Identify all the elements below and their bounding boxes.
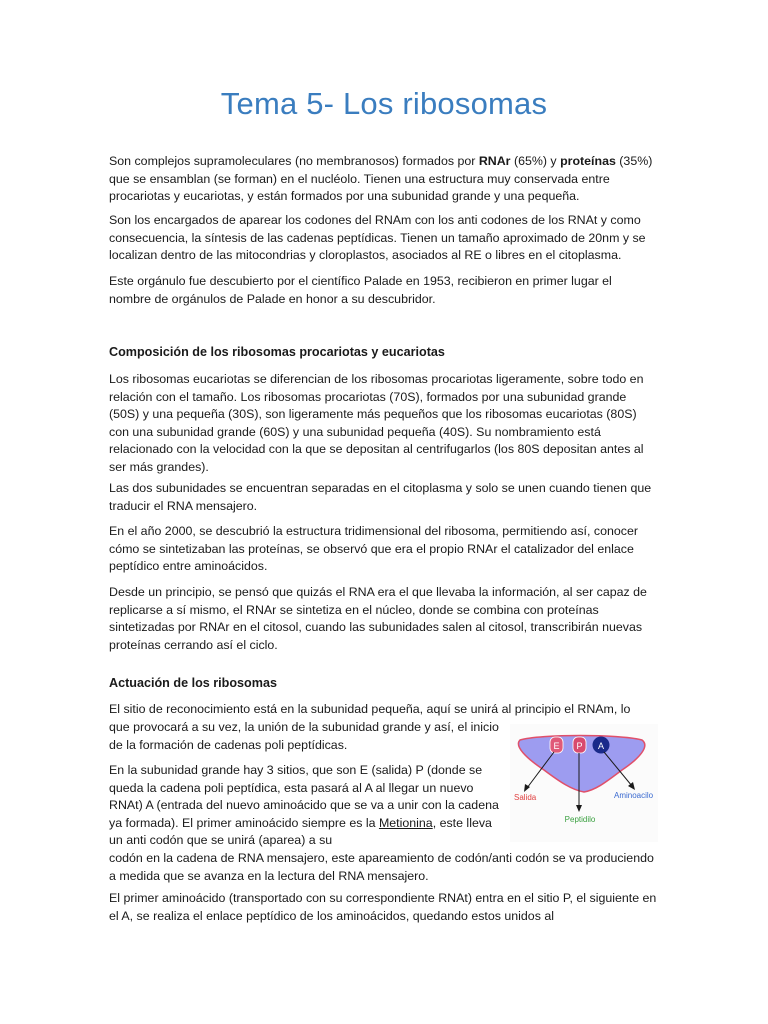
composicion-paragraph-3: En el año 2000, se descubrió la estructura tridimensional del ribosoma, permitiendo así, conocer cómo se sintetizaban las proteínas, se observó que era el propio RNAr el catalizador del enlace peptídico entre aminoácidos. [109, 524, 638, 574]
section-heading-composicion: Composición de los ribosomas procariotas y eucariotas [109, 345, 445, 359]
arrowhead-peptidilo [576, 805, 582, 812]
text: , este lleva un anti codón que se unirá (aparea) a su [109, 815, 492, 848]
intro-paragraph-3: Este orgánulo fue descubierto por el científico Palade en 1953, recibieron en primer lugar el nombre de orgánulos de Palade en honor a su descubridor. [109, 274, 612, 306]
underlined-term: Metionina [378, 815, 433, 830]
composicion-paragraph-1: Los ribosomas eucariotas se diferencian de los ribosomas procariotas ligeramente, sobre todo en relación con el tamaño. Los ribosomas procariotas (70S), formados por una subunidad grande (50S) y una pequeña (30S), son ligeramente más pequeños que los ribosomas eucariotas (80S) con una subunidad grande (60S) y una subunidad pequeña (40S). Su nombramiento está relacionado con la velocidad con la que se depositan al centrifugarlos (los 80S depositan antes al ser más grandes). [109, 372, 644, 474]
site-a-label: A [597, 741, 605, 751]
composicion-paragraph-4: Desde un principio, se pensó que quizás el RNA era el que llevaba la información, al ser capaz de replicarse a sí mismo, el RNAr se sintetiza en el núcleo, donde se combina con proteínas sintetizadas por RNAr en el citosol, cuando las subunidades salen al citosol, transcribirán nuevas proteínas cerrando así el ciclo. [109, 585, 647, 652]
actuacion-paragraph-1a: El sitio de reconocimiento está en la subunidad pequeña, aquí se unirá al principio el RNAm, lo [109, 702, 631, 716]
actuacion-paragraph-2c: codón en la cadena de RNA mensajero, este apareamiento de codón/anti codón se va produciendo a medida que se avanza en la lectura del RNA mensajero. [109, 851, 654, 883]
actuacion-paragraph-2 [109, 762, 499, 850]
intro-paragraph-2: Son los encargados de aparear los codones del RNAm con los anti codones de los RNAt y como consecuencia, la síntesis de las cadenas peptídicas. Tienen un tamaño aproximado de 20nm y se localizan dentro de las mitocondrias y cloroplastos, asociados al RE o libres en el citoplasma. [109, 213, 646, 263]
label-salida: Salida [514, 793, 537, 802]
ribosome-diagram [510, 724, 658, 842]
actuacion-paragraph-1b: que provocará a su vez, la unión de la subunidad grande y así, el inicio de la formación de cadenas poli peptídicas. [109, 720, 499, 752]
bold-term: RNAr [478, 154, 511, 168]
text: Son complejos supramoleculares (no membranosos) formados por [109, 154, 479, 168]
bold-term: proteínas [560, 154, 616, 168]
section-heading-actuacion: Actuación de los ribosomas [109, 676, 277, 690]
label-peptidilo: Peptidilo [564, 815, 596, 824]
site-p-label: P [576, 741, 583, 751]
text: (65%) y [510, 154, 561, 168]
label-aminoacilo: Aminoacilo [614, 791, 654, 800]
text: (35%) que se ensamblan (se forman) en el nucléolo. Tienen una estructura muy conservada entre procariotas y eucariotas, y están formados por una subunidad grande y una pequeña. [109, 154, 653, 204]
intro-paragraph-1 [109, 153, 657, 206]
actuacion-paragraph-3: El primer aminoácido (transportado con su correspondiente RNAt) entra en el sitio P, el siguiente en el A, se realiza el enlace peptídico de los aminoácidos, quedando estos unidos al [109, 891, 657, 923]
text: En la subunidad grande hay 3 sitios, que son E (salida) P (donde se queda la cadena poli peptídica, esta pasará al A al llegar un nuevo RNAt) A (entrada del nuevo aminoácido que se va a unir con la cadena ya formada). El primer aminoácido siempre es la [109, 763, 499, 830]
composicion-paragraph-2: Las dos subunidades se encuentran separadas en el citoplasma y solo se unen cuando tienen que traducir el RNA mensajero. [109, 481, 652, 513]
site-e-label: E [553, 741, 560, 751]
page-title: Tema 5- Los ribosomas [220, 86, 548, 121]
